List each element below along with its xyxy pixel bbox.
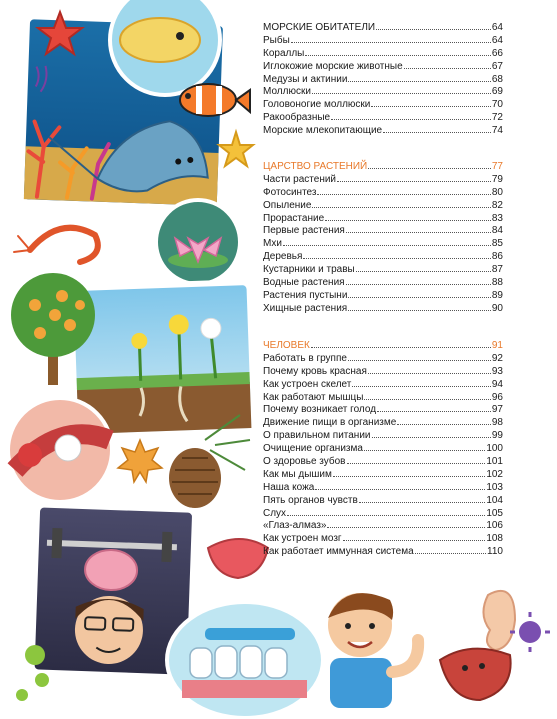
toc-entry[interactable]: Очищение организма 100 <box>263 443 503 455</box>
toc-entry[interactable]: Иглокожие морские животные 67 <box>263 60 503 72</box>
toc-entry[interactable]: Прорастание 83 <box>263 212 503 224</box>
toc-entry[interactable]: О здоровье зубов 101 <box>263 456 503 468</box>
toc-entry[interactable]: Слух 105 <box>263 507 503 519</box>
virus-icon <box>510 612 550 652</box>
toc-entry[interactable]: Хищные растения 90 <box>263 302 503 314</box>
lotus-bubble <box>156 200 240 284</box>
toc-entry[interactable]: Как работают мышцы 96 <box>263 391 503 403</box>
toc-entry[interactable]: «Глаз-алмаз» 106 <box>263 520 503 532</box>
pufferfish-icon <box>120 18 200 62</box>
toc-entry[interactable]: Наша кожа 103 <box>263 481 503 493</box>
toc-entry[interactable]: Моллюски 69 <box>263 86 503 98</box>
boy-flexing-icon <box>328 593 418 708</box>
toc-entry[interactable]: Работать в группе 92 <box>263 352 503 364</box>
toc-entry[interactable]: Почему возникает голод 97 <box>263 404 503 416</box>
liver-icon <box>440 649 511 700</box>
toc-entry[interactable]: Пять органов чувств 104 <box>263 494 503 506</box>
toc-entry[interactable]: Части растений 79 <box>263 173 503 185</box>
toc-entry[interactable]: Рыбы 64 <box>263 34 503 46</box>
toc-entry[interactable]: Опыление 82 <box>263 199 503 211</box>
toc-entry[interactable]: Первые растения 84 <box>263 225 503 237</box>
toc-entry[interactable]: Как мы дышим 102 <box>263 468 503 480</box>
shrimp-icon <box>14 228 98 262</box>
toc-entry[interactable]: Фотосинтез 80 <box>263 186 503 198</box>
section-sea <box>263 22 503 138</box>
toc-entry[interactable]: Водные растения 88 <box>263 277 503 289</box>
maple-leaf-icon <box>118 440 162 482</box>
toc-entry[interactable]: Движение пищи в организме 98 <box>263 417 503 429</box>
toc-entry[interactable]: Медузы и актинии 68 <box>263 73 503 85</box>
toc-entry[interactable]: Растения пустыни 89 <box>263 289 503 301</box>
clownfish-icon <box>180 84 250 116</box>
section-heading: ЧЕЛОВЕК 91 <box>263 340 503 351</box>
toc-entry[interactable]: Как устроен скелет 94 <box>263 378 503 390</box>
toc-entry[interactable]: О правильном питании 99 <box>263 430 503 442</box>
toc-entry[interactable]: Кустарники и травы 87 <box>263 264 503 276</box>
toc-entry[interactable]: Кораллы 66 <box>263 47 503 59</box>
ear-icon <box>483 591 515 650</box>
toc-entry[interactable]: Головоногие моллюски 70 <box>263 99 503 111</box>
section-plants <box>263 161 503 316</box>
teeth-toothbrush-icon <box>167 602 323 718</box>
toc-entry[interactable]: Деревья 86 <box>263 251 503 263</box>
toc-entry[interactable]: Мхи 85 <box>263 238 503 250</box>
toc-entry[interactable]: Почему кровь красная 93 <box>263 365 503 377</box>
section-human <box>263 340 503 559</box>
section-heading: ЦАРСТВО РАСТЕНИЙ 77 <box>263 161 503 172</box>
toc-entry[interactable]: Как устроен мозг 108 <box>263 533 503 545</box>
toc-entry[interactable]: Как работает иммунная система 110 <box>263 546 503 558</box>
toc-entry[interactable]: Ракообразные 72 <box>263 112 503 124</box>
toc-entry[interactable]: Морские млекопитающие 74 <box>263 125 503 137</box>
tongue-icon <box>208 539 268 578</box>
section-heading: МОРСКИЕ ОБИТАТЕЛИ 64 <box>263 22 503 33</box>
